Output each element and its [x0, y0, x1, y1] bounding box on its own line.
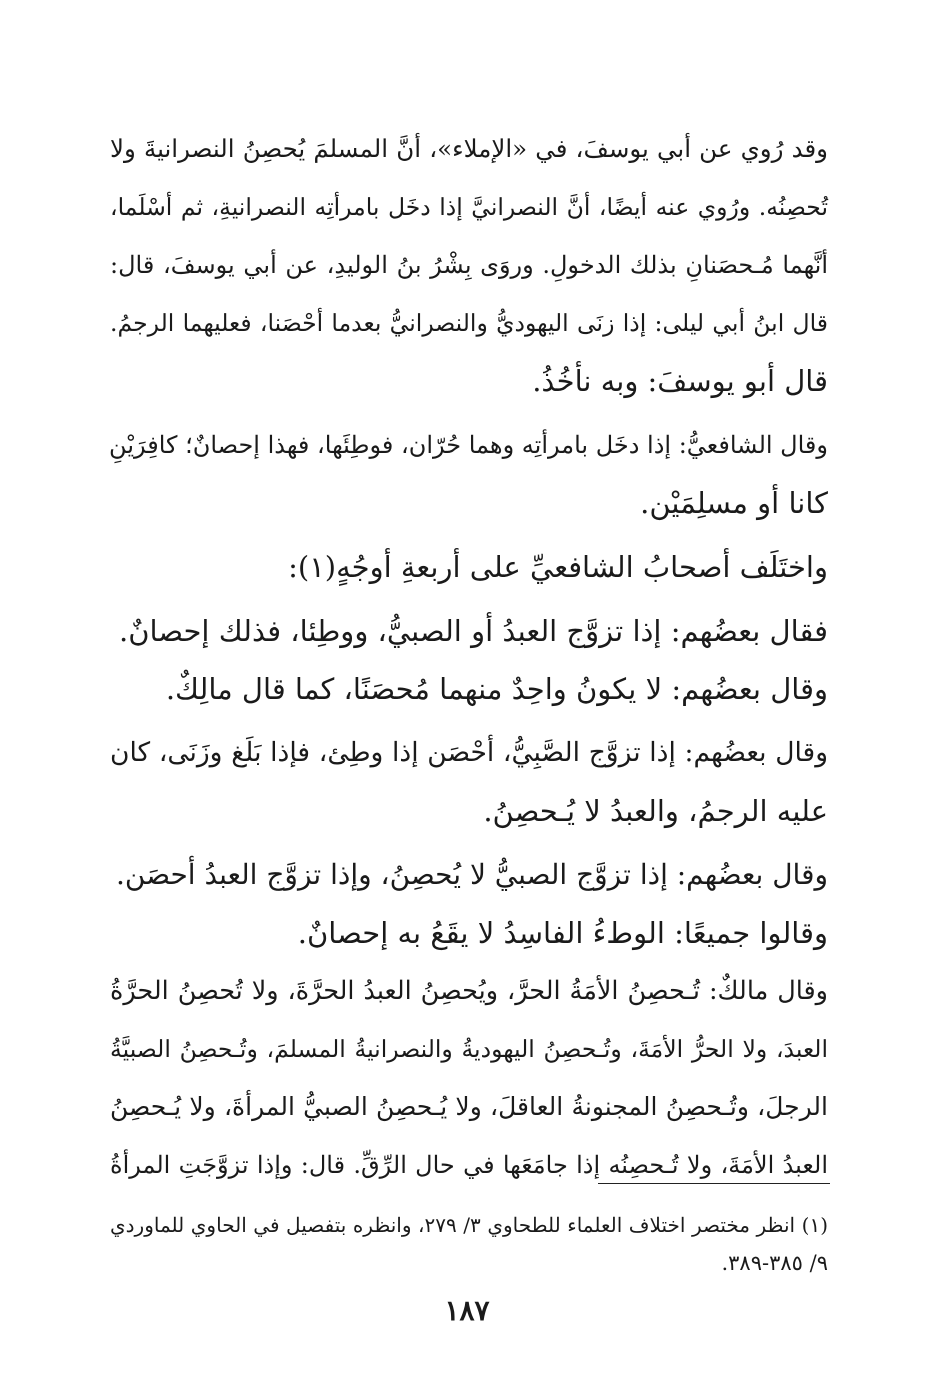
text-line: وقال بعضُهم: إذا تزوَّج الصَّبِيُّ، أحْصَن إذا وطِئ، فإذا بَلَغ وزَنَى، كان: [110, 737, 828, 768]
text-line: عليه الرجمُ، والعبدُ لا يُـحصِنُ.: [483, 794, 828, 828]
text-line: الرجلَ، وتُـحصِنُ المجنونةُ العاقلَ، ولا يُـحصِنُ الصبيُّ المرأةَ، ولا يُـحصِنُ: [110, 1092, 828, 1121]
text-line: وقال بعضُهم: إذا تزوَّج الصبيُّ لا يُحصِنُ، وإذا تزوَّج العبدُ أحصَن.: [116, 858, 828, 891]
text-line: قال أبو يوسفَ: وبه نأخُذُ.: [532, 364, 828, 398]
text-line: أنَّهما مُـحصَنانِ بذلك الدخولِ. وروَى بِشْرُ بنُ الوليدِ، عن أبي يوسفَ، قال:: [110, 251, 828, 279]
text-line: كانا أو مسلِمَيْن.: [640, 486, 828, 520]
page-number: ١٨٧: [444, 1294, 490, 1327]
footnote: [110, 1206, 828, 1282]
text-line: وقال بعضُهم: لا يكونُ واحِدٌ منهما مُحصَنًا، كما قال مالِكٌ.: [165, 672, 828, 706]
footnote-divider: [598, 1183, 830, 1184]
text-line: وقد رُوي عن أبي يوسفَ، في «الإملاء»، أنَّ المسلمَ يُحصِنُ النصرانيةَ ولا: [110, 134, 828, 163]
footnote-line: ٩/ ٣٨٥-٣٨٩.: [721, 1251, 828, 1275]
text-line: وقال الشافعيُّ: إذا دخَل بامرأتِه وهما حُرّان، فوطِئَها، فهذا إحصانٌ؛ كافِرَيْنِ: [109, 431, 828, 459]
text-line: فقال بعضُهم: إذا تزوَّج العبدُ أو الصبيُّ، ووطِئا، فذلك إحصانٌ.: [119, 614, 828, 648]
text-line: العبدَ، ولا الحرُّ الأمَةَ، وتُـحصِنُ اليهوديةُ والنصرانيةُ المسلمَ، وتُـحصِنُ الصبيَّةُ: [110, 1035, 828, 1063]
text-line: العبدُ الأمَةَ، ولا تُـحصِنُه إذا جامَعَها في حال الرِّقِّ. قال: وإذا تزوَّجَتِ المرأةُ: [110, 1151, 828, 1179]
text-line: قال ابنُ أبي ليلى: إذا زنَى اليهوديُّ والنصرانيُّ بعدما أحْصَنا، فعليهما الرجمُ.: [110, 309, 828, 337]
text-line: وقالوا جميعًا: الوطءُ الفاسِدُ لا يقَعُ به إحصانٌ.: [297, 916, 828, 950]
text-line: واختَلَف أصحابُ الشافعيِّ على أربعةِ أوجُهٍ(١):: [288, 550, 828, 584]
main-text: [110, 120, 828, 1194]
footnote-line: (١) انظر مختصر اختلاف العلماء للطحاوي ٣/ ٢٧٩، وانظره بتفصيل في الحاوي للماوردي: [110, 1213, 828, 1237]
text-line: وقال مالكٌ: تُـحصِنُ الأمَةُ الحرَّ، ويُحصِنُ العبدُ الحرَّةَ، ولا تُحصِنُ الحرَّةُ: [110, 976, 828, 1006]
text-line: تُحصِنُه. ورُوي عنه أيضًا، أنَّ النصرانيَّ إذا دخَل بامرأتِه النصرانيةِ، ثم أسْلَما،: [110, 193, 828, 221]
